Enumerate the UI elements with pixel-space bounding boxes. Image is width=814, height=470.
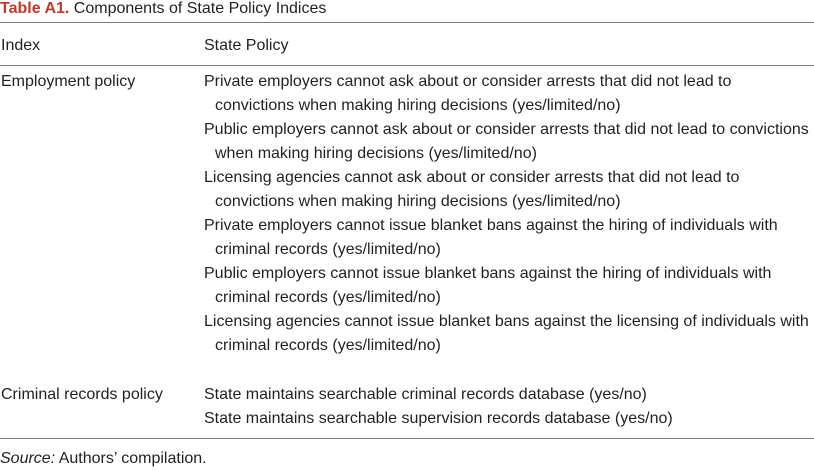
- policy-item: State maintains searchable criminal records database (yes/no): [204, 386, 647, 403]
- policy-item: Public employers cannot ask about or consider arrests that did not lead to convictions when making hiring decisions (yes/limited/no): [204, 121, 809, 162]
- bottom-rule: [0, 438, 814, 439]
- row-index-employment-policy: Employment policy: [1, 73, 136, 90]
- top-rule: [0, 22, 814, 23]
- column-header-state-policy: State Policy: [204, 37, 289, 54]
- policy-item: State maintains searchable supervision records database (yes/no): [204, 410, 673, 427]
- table-caption: [0, 0, 326, 18]
- header-rule: [0, 65, 814, 66]
- criminal-records-policy-list: [204, 383, 812, 431]
- column-header-index: Index: [1, 37, 41, 54]
- employment-policy-list: [204, 70, 812, 358]
- policy-item: Private employers cannot ask about or consider arrests that did not lead to convictions when making hiring decisions (yes/limited/no): [204, 73, 732, 114]
- row-index-criminal-records-policy: Criminal records policy: [1, 386, 163, 403]
- table-caption-title: Components of State Policy Indices: [69, 0, 327, 17]
- policy-item: Licensing agencies cannot issue blanket bans against the licensing of individuals with criminal records (yes/limited/no): [204, 313, 809, 354]
- policy-item: Public employers cannot issue blanket bans against the hiring of individuals with criminal records (yes/limited/no): [204, 265, 772, 306]
- policy-item: Private employers cannot issue blanket bans against the hiring of individuals with criminal records (yes/limited/no): [204, 217, 778, 258]
- source-text: Authors’ compilation.: [55, 450, 207, 467]
- policy-item: Licensing agencies cannot ask about or consider arrests that did not lead to convictions when making hiring decisions (yes/limited/no): [204, 169, 740, 210]
- table-caption-label: Table A1.: [0, 0, 70, 17]
- source-label: Source:: [0, 450, 56, 467]
